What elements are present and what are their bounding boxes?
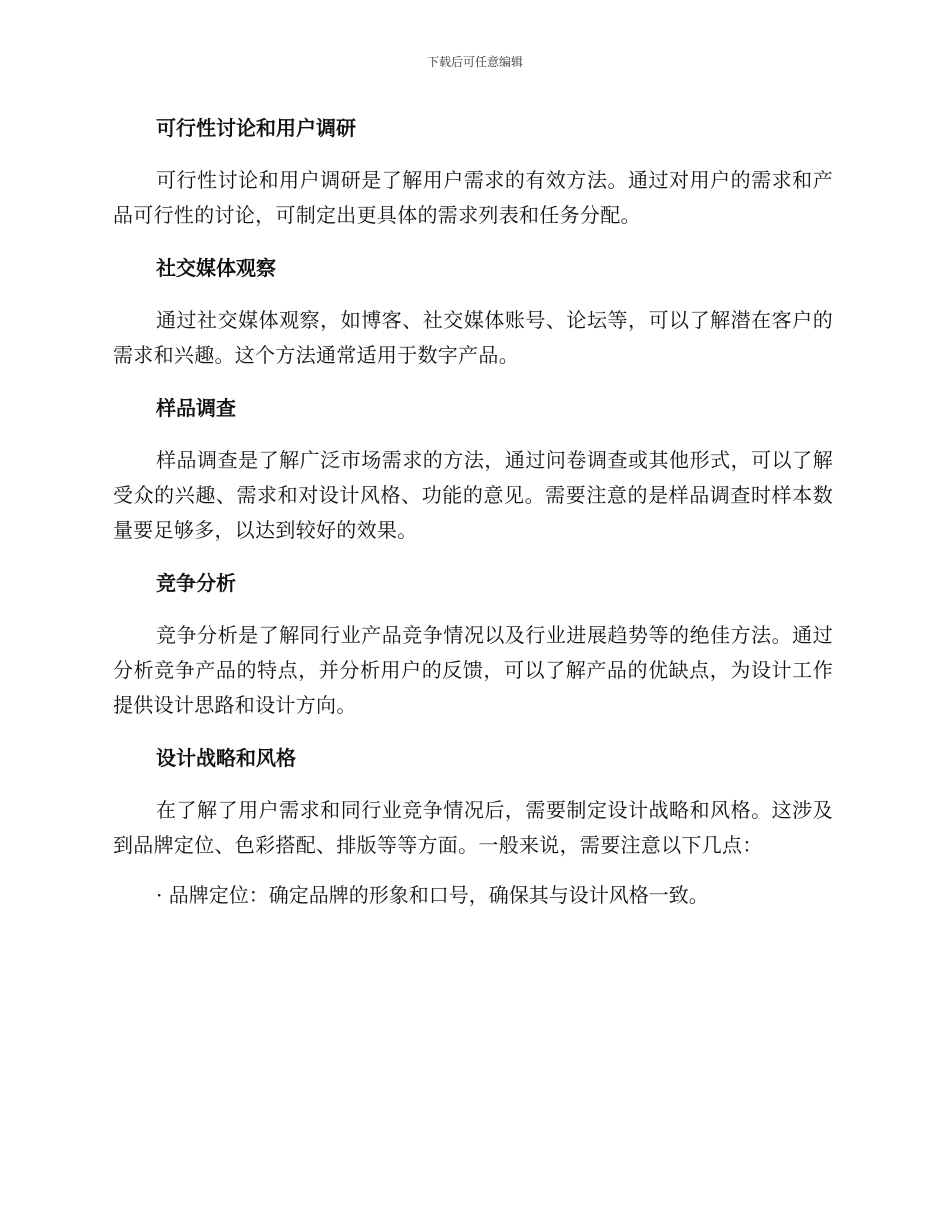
section-heading-design-strategy: 设计战略和风格 [156,746,296,770]
section-heading-competition: 竞争分析 [156,571,236,595]
section-heading-social-media: 社交媒体观察 [156,256,276,280]
section-body-sample-survey: 样品调查是了解广泛市场需求的方法，通过问卷调查或其他形式，可以了解受众的兴趣、需求和对设计风格、功能的意见。需要注意的是样品调查时样本数量要足够多，以达到较好的效果。 [113,448,833,542]
page-header: 下载后可任意编辑 [426,55,523,69]
section-heading-sample-survey: 样品调查 [156,396,236,420]
section-body-competition: 竞争分析是了解同行业产品竞争情况以及行业进展趋势等的绝佳方法。通过分析竞争产品的特点，并分析用户的反馈，可以了解产品的优缺点，为设计工作提供设计思路和设计方向。 [113,623,833,717]
section-heading-feasibility: 可行性讨论和用户调研 [156,116,356,140]
section-body-feasibility: 可行性讨论和用户调研是了解用户需求的有效方法。通过对用户的需求和产品可行性的讨论，可制定出更具体的需求列表和任务分配。 [113,168,833,227]
document-body [113,108,833,913]
section-body-social-media: 通过社交媒体观察，如博客、社交媒体账号、论坛等，可以了解潜在客户的需求和兴趣。这个方法通常适用于数字产品。 [113,308,833,367]
bullet-item-brand-positioning: · 品牌定位：确定品牌的形象和口号，确保其与设计风格一致。 [156,883,709,907]
section-body-design-strategy: 在了解了用户需求和同行业竞争情况后，需要制定设计战略和风格。这涉及到品牌定位、色彩搭配、排版等等方面。一般来说，需要注意以下几点： [113,798,833,857]
